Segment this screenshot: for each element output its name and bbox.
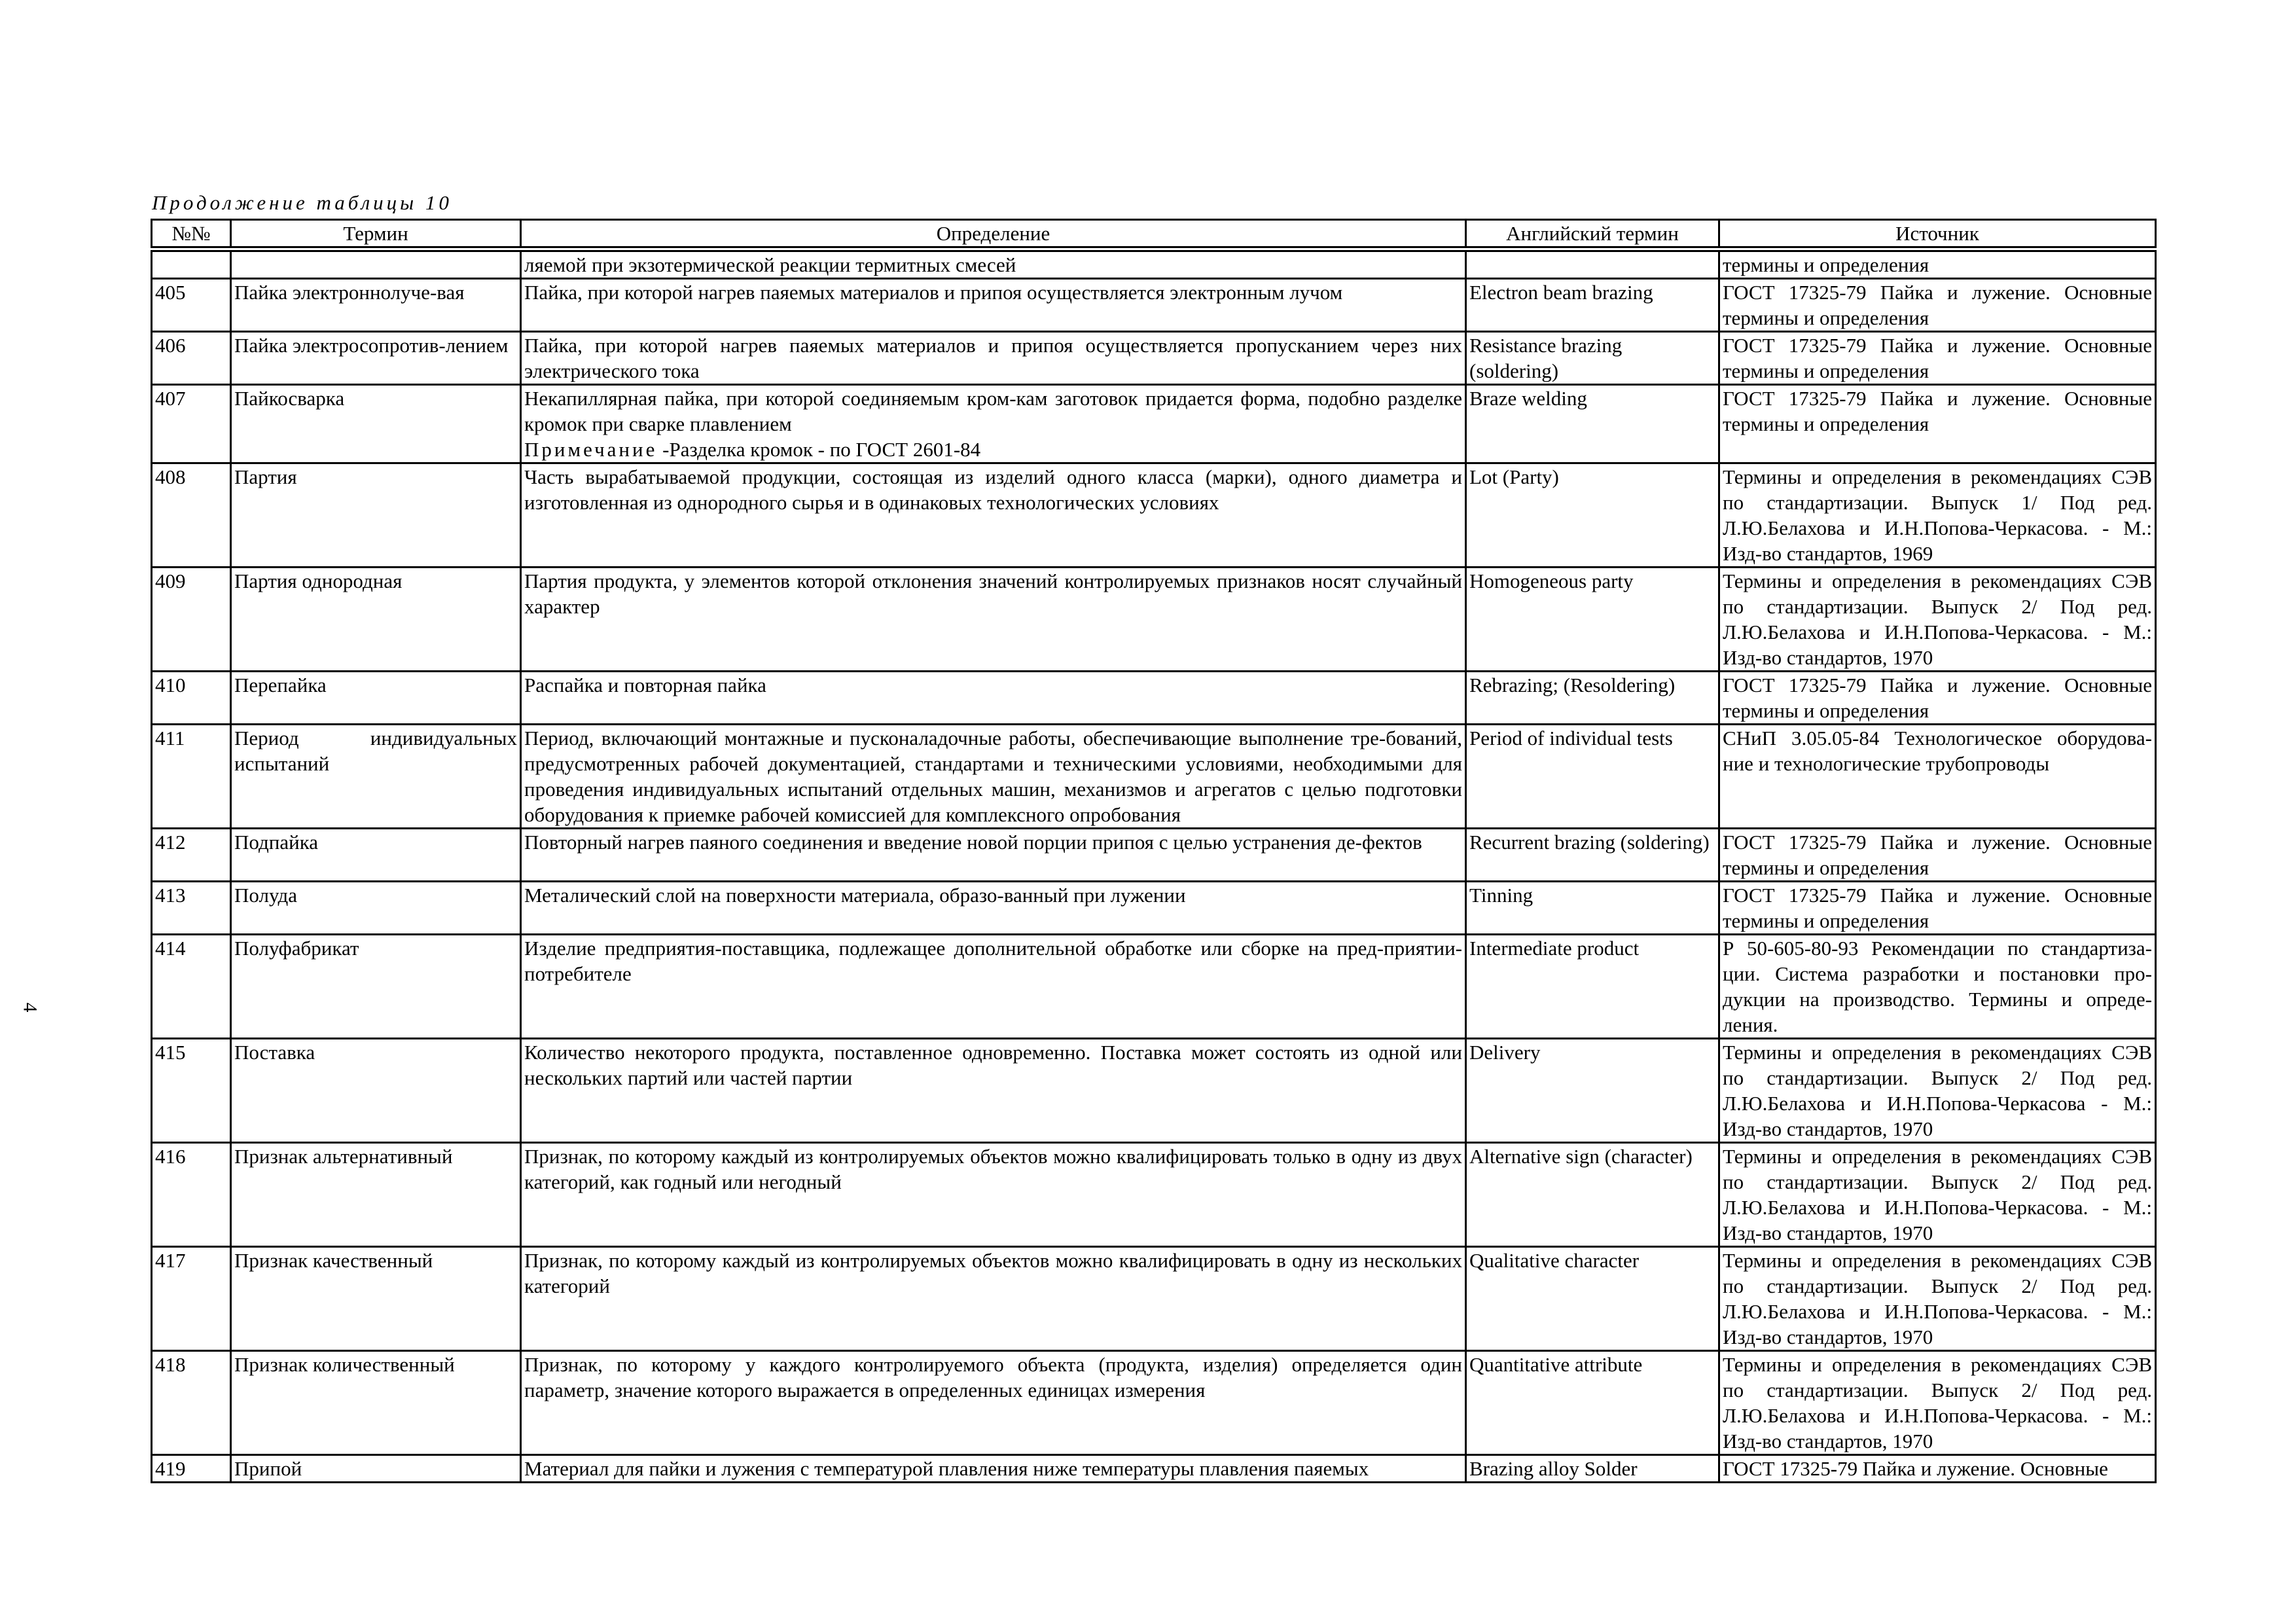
row-english-term: Quantitative attribute xyxy=(1466,1351,1719,1455)
row-source: ГОСТ 17325-79 Пайка и лужение. Основные термины и определения xyxy=(1719,332,2156,385)
row-term: Подпайка xyxy=(231,829,521,882)
row-source: Термины и определения в рекомендациях СЭВ по стандартизации. Выпуск 2/ Под ред. Л.Ю.Белахова и И.Н.Попова-Черкасова. - М.: Изд-во стандартов, 1970 xyxy=(1719,1143,2156,1247)
table-row xyxy=(152,385,2156,463)
row-english-term: Electron beam brazing xyxy=(1466,279,1719,332)
table-caption: Продолжение таблицы 10 xyxy=(152,191,452,214)
row-source: термины и определения xyxy=(1719,249,2156,279)
row-term: Полуда xyxy=(231,882,521,935)
row-term: Признак качественный xyxy=(231,1247,521,1351)
row-english-term: Rebrazing; (Resoldering) xyxy=(1466,672,1719,725)
row-number: 416 xyxy=(152,1143,231,1247)
row-source: Термины и определения в рекомендациях СЭВ по стандартизации. Выпуск 2/ Под ред. Л.Ю.Белахова и И.Н.Попова-Черкасова. - М.: Изд-во стандартов, 1970 xyxy=(1719,1247,2156,1351)
table-header-row xyxy=(152,220,2156,249)
table-row xyxy=(152,935,2156,1039)
row-definition: Партия продукта, у элементов которой отклонения значений контролируемых признаков носят случайный характер xyxy=(521,568,1466,672)
row-term: Признак альтернативный xyxy=(231,1143,521,1247)
row-source: ГОСТ 17325-79 Пайка и лужение. Основные термины и определения xyxy=(1719,829,2156,882)
row-number: 407 xyxy=(152,385,231,463)
table-row xyxy=(152,882,2156,935)
row-number: 408 xyxy=(152,463,231,568)
row-definition: Изделие предприятия-поставщика, подлежащее дополнительной обработке или сборке на пред-приятии-потребителе xyxy=(521,935,1466,1039)
note-label: Примечание xyxy=(524,438,658,461)
row-source: ГОСТ 17325-79 Пайка и лужение. Основные термины и определения xyxy=(1719,882,2156,935)
row-english-term: Tinning xyxy=(1466,882,1719,935)
row-source: ГОСТ 17325-79 Пайка и лужение. Основные термины и определения xyxy=(1719,279,2156,332)
row-definition: Металический слой на поверхности материала, образо-ванный при лужении xyxy=(521,882,1466,935)
row-definition: Распайка и повторная пайка xyxy=(521,672,1466,725)
row-english-term: Alternative sign (character) xyxy=(1466,1143,1719,1247)
row-term: Партия однородная xyxy=(231,568,521,672)
row-number: 411 xyxy=(152,725,231,829)
row-number: 419 xyxy=(152,1455,231,1483)
row-number: 414 xyxy=(152,935,231,1039)
row-english-term: Homogeneous party xyxy=(1466,568,1719,672)
row-english-term: Brazing alloy Solder xyxy=(1466,1455,1719,1483)
row-definition: Признак, по которому каждый из контролируемых объектов можно квалифицировать в одну из нескольких категорий xyxy=(521,1247,1466,1351)
row-definition: ляемой при экзотермической реакции термитных смесей xyxy=(521,249,1466,279)
row-english-term: Delivery xyxy=(1466,1039,1719,1143)
table-row xyxy=(152,279,2156,332)
row-source: Термины и определения в рекомендациях СЭВ по стандартизации. Выпуск 2/ Под ред. Л.Ю.Белахова и И.Н.Попова-Черкасова. - М.: Изд-во стандартов, 1970 xyxy=(1719,1351,2156,1455)
table-row xyxy=(152,463,2156,568)
row-definition xyxy=(521,385,1466,463)
row-number: 417 xyxy=(152,1247,231,1351)
row-source: ГОСТ 17325-79 Пайка и лужение. Основные термины и определения xyxy=(1719,385,2156,463)
row-definition: Признак, по которому каждый из контролируемых объектов можно квалифицировать только в одну из двух категорий, как годный или негодный xyxy=(521,1143,1466,1247)
row-term: Пайка электроннолуче-вая xyxy=(231,279,521,332)
row-term: Признак количественный xyxy=(231,1351,521,1455)
row-english-term: Intermediate product xyxy=(1466,935,1719,1039)
row-source: ГОСТ 17325-79 Пайка и лужение. Основные xyxy=(1719,1455,2156,1483)
row-number: 406 xyxy=(152,332,231,385)
row-definition: Признак, по которому у каждого контролируемого объекта (продукта, изделия) определяется один параметр, значение которого выражается в определенных единицах измерения xyxy=(521,1351,1466,1455)
row-number: 413 xyxy=(152,882,231,935)
row-english-term: Qualitative character xyxy=(1466,1247,1719,1351)
row-number: 415 xyxy=(152,1039,231,1143)
header-english-term: Английский термин xyxy=(1466,220,1719,249)
row-english-term: Braze welding xyxy=(1466,385,1719,463)
row-definition: Пайка, при которой нагрев паяемых материалов и припоя осуществляется пропусканием через них электрического тока xyxy=(521,332,1466,385)
row-number: 418 xyxy=(152,1351,231,1455)
row-definition: Пайка, при которой нагрев паяемых материалов и припоя осуществляется электронным лучом xyxy=(521,279,1466,332)
row-english-term: Resistance brazing (soldering) xyxy=(1466,332,1719,385)
row-source: СНиП 3.05.05-84 Технологическое оборудова-ние и технологические трубопроводы xyxy=(1719,725,2156,829)
table-row xyxy=(152,725,2156,829)
table-row xyxy=(152,1247,2156,1351)
table-row xyxy=(152,672,2156,725)
row-number xyxy=(152,249,231,279)
row-source: Термины и определения в рекомендациях СЭВ по стандартизации. Выпуск 1/ Под ред. Л.Ю.Белахова и И.Н.Попова-Черкасова. - М.: Изд-во стандартов, 1969 xyxy=(1719,463,2156,568)
continuation-row xyxy=(152,249,2156,279)
row-definition: Количество некоторого продукта, поставленное одновременно. Поставка может состоять из одной или нескольких партий или частей партии xyxy=(521,1039,1466,1143)
row-english-term: Recurrent brazing (soldering) xyxy=(1466,829,1719,882)
note-text: -Разделка кромок - по ГОСТ 2601-84 xyxy=(657,438,981,461)
row-term: Период индивидуальных испытаний xyxy=(231,725,521,829)
row-number: 412 xyxy=(152,829,231,882)
table-row xyxy=(152,1039,2156,1143)
row-term: Партия xyxy=(231,463,521,568)
row-definition: Период, включающий монтажные и пусконаладочные работы, обеспечивающие выполнение тре-бований, предусмотренных рабочей документацией, стандартами и техническими условиями, необходимыми для проведения индивидуальных испытаний отдельных машин, механизмов и агрегатов с целью подготовки оборудования к приемке рабочей комиссией для комплексного опробования xyxy=(521,725,1466,829)
definition-text: Некапиллярная пайка, при которой соединяемым кром-кам заготовок придается форма, подобно разделке кромок при сварке плавлением xyxy=(524,387,1462,435)
row-source: Термины и определения в рекомендациях СЭВ по стандартизации. Выпуск 2/ Под ред. Л.Ю.Белахова и И.Н.Попова-Черкасова - М.: Изд-во стандартов, 1970 xyxy=(1719,1039,2156,1143)
row-english-term xyxy=(1466,249,1719,279)
row-source: Р 50-605-80-93 Рекомендации по стандартиза-ции. Система разработки и постановки про-дукции на производство. Термины и опреде-ления. xyxy=(1719,935,2156,1039)
terms-table xyxy=(151,219,2157,1483)
row-term: Припой xyxy=(231,1455,521,1483)
row-term: Поставка xyxy=(231,1039,521,1143)
row-term: Пайкосварка xyxy=(231,385,521,463)
row-definition: Материал для пайки и лужения с температурой плавления ниже температуры плавления паяемых xyxy=(521,1455,1466,1483)
header-term: Термин xyxy=(231,220,521,249)
page-number: 4 xyxy=(19,1002,41,1013)
row-number: 410 xyxy=(152,672,231,725)
table-row xyxy=(152,1143,2156,1247)
table-row xyxy=(152,1351,2156,1455)
row-definition: Повторный нагрев паяного соединения и введение новой порции припоя с целью устранения де-фектов xyxy=(521,829,1466,882)
definition-note xyxy=(524,437,1462,462)
header-source: Источник xyxy=(1719,220,2156,249)
table-row xyxy=(152,829,2156,882)
row-term: Пайка электросопротив-лением xyxy=(231,332,521,385)
table-row xyxy=(152,568,2156,672)
table-row xyxy=(152,332,2156,385)
table-row xyxy=(152,1455,2156,1483)
header-definition: Определение xyxy=(521,220,1466,249)
row-term: Полуфабрикат xyxy=(231,935,521,1039)
row-english-term: Period of individual tests xyxy=(1466,725,1719,829)
row-source: ГОСТ 17325-79 Пайка и лужение. Основные термины и определения xyxy=(1719,672,2156,725)
row-term: Перепайка xyxy=(231,672,521,725)
row-number: 405 xyxy=(152,279,231,332)
row-definition: Часть вырабатываемой продукции, состоящая из изделий одного класса (марки), одного диаметра и изготовленная из однородного сырья и в одинаковых технологических условиях xyxy=(521,463,1466,568)
header-number: №№ xyxy=(152,220,231,249)
row-english-term: Lot (Party) xyxy=(1466,463,1719,568)
row-term xyxy=(231,249,521,279)
row-number: 409 xyxy=(152,568,231,672)
row-source: Термины и определения в рекомендациях СЭВ по стандартизации. Выпуск 2/ Под ред. Л.Ю.Белахова и И.Н.Попова-Черкасова. - М.: Изд-во стандартов, 1970 xyxy=(1719,568,2156,672)
